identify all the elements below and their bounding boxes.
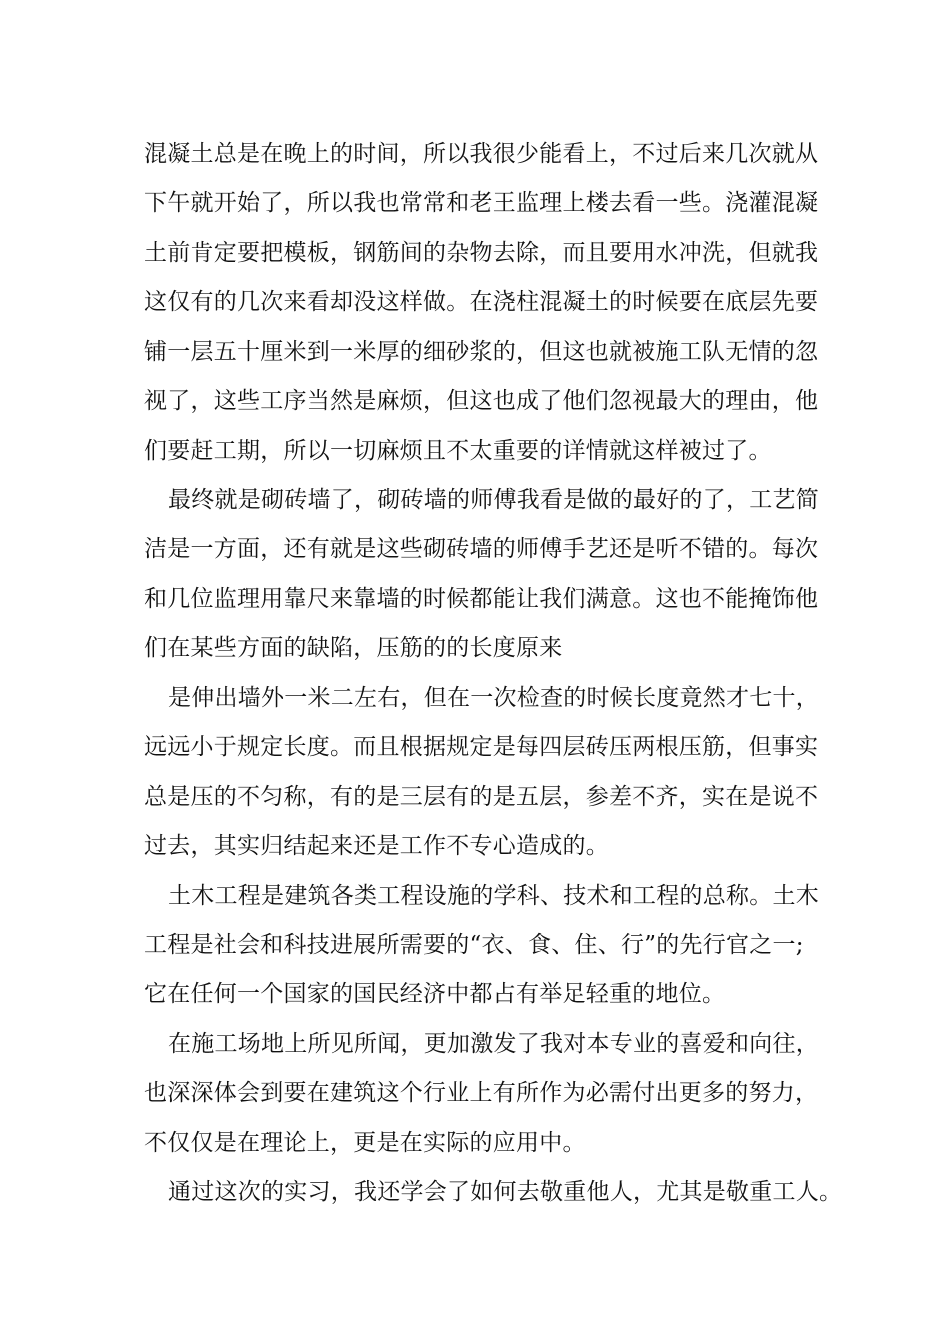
text-line: 土前肯定要把模板，钢筋间的杂物去除，而且要用水冲洗，但就我 [144, 240, 819, 266]
text-line: 们要赶工期，所以一切麻烦且不太重要的详情就这样被过了。 [144, 438, 772, 464]
text-line: 也深深体会到要在建筑这个行业上有所作为必需付出更多的努力， [144, 1080, 819, 1106]
paragraph-first-line: 土木工程是建筑各类工程设施的学科、技术和工程的总称。土木 [168, 883, 819, 909]
text-line: 这仅有的几次来看却没这样做。在浇柱混凝土的时候要在底层先要 [144, 289, 819, 315]
text-line: 过去，其实归结起来还是工作不专心造成的。 [144, 833, 609, 859]
text-line: 不仅仅是在理论上，更是在实际的应用中。 [144, 1130, 586, 1156]
paragraph-first-line: 是伸出墙外一米二左右，但在一次检查的时候长度竟然才七十， [168, 685, 819, 711]
text-line: 下午就开始了，所以我也常常和老王监理上楼去看一些。浇灌混凝 [144, 190, 819, 216]
text-line: 洁是一方面，还有就是这些砌砖墙的师傅手艺还是听不错的。每次 [144, 536, 819, 562]
paragraph-first-line: 通过这次的实习，我还学会了如何去敬重他人，尤其是敬重工人。 [168, 1179, 843, 1205]
text-line: 远远小于规定长度。而且根据规定是每四层砖压两根压筋，但事实 [144, 734, 819, 760]
text-line: 混凝土总是在晚上的时间，所以我很少能看上，不过后来几次就从 [144, 141, 819, 167]
text-line: 和几位监理用靠尺来靠墙的时候都能让我们满意。这也不能掩饰他 [144, 586, 819, 612]
text-line: 铺一层五十厘米到一米厚的细砂浆的，但这也就被施工队无情的忽 [144, 339, 819, 365]
text-line: 视了，这些工序当然是麻烦，但这也成了他们忽视最大的理由，他 [144, 388, 819, 414]
text-line: 们在某些方面的缺陷，压筋的的长度原来 [144, 635, 563, 661]
paragraph-first-line: 最终就是砌砖墙了，砌砖墙的师傅我看是做的最好的了，工艺简 [168, 487, 819, 513]
text-line: 它在任何一个国家的国民经济中都占有举足轻重的地位。 [144, 981, 726, 1007]
text-line: 总是压的不匀称，有的是三层有的是五层，参差不齐，实在是说不 [144, 784, 819, 810]
paragraph-first-line: 在施工场地上所见所闻，更加激发了我对本专业的喜爱和向往， [168, 1031, 819, 1057]
text-line: 工程是社会和科技进展所需要的“衣、食、住、行”的先行官之一; [144, 932, 804, 958]
